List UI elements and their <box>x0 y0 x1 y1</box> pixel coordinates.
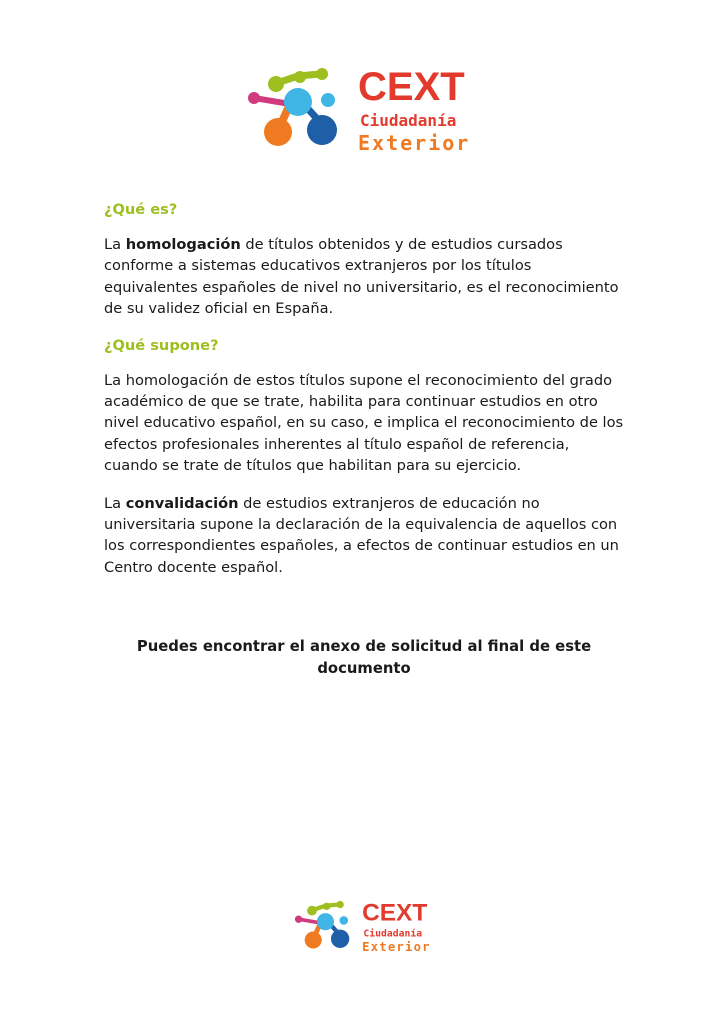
homologacion-paragraph <box>104 234 624 320</box>
section-heading-what-is: ¿Qué es? <box>104 201 178 218</box>
convalidacion-paragraph <box>104 493 624 579</box>
logo-line1-text: Ciudadanía <box>360 111 457 130</box>
annex-notice: Puedes encontrar el anexo de solicitud al final de este documento <box>136 638 592 677</box>
logo-brand-text: CEXT <box>358 65 465 109</box>
cext-footer-logo-mark-icon <box>290 898 444 960</box>
header-logo <box>240 64 492 164</box>
para-text: de títulos obtenidos y de estudios cursados conforme a sistemas educativos extranjeros por los títulos equivalentes españoles de nivel no universitario, es el reconocimiento de su validez oficial en España. <box>104 236 619 318</box>
logo-line2-text: Exterior <box>358 131 471 155</box>
molecule-icon <box>248 68 337 146</box>
footer-logo <box>290 898 444 960</box>
molecule-icon <box>295 901 349 949</box>
footer-logo-brand-text: CEXT <box>362 899 428 927</box>
para-bold-term: homologación <box>125 236 241 253</box>
footer-logo-line1-text: Ciudadanía <box>363 928 423 940</box>
para-bold-term: convalidación <box>125 494 239 512</box>
footer-logo-line2-text: Exterior <box>362 940 431 954</box>
para-text: La <box>104 236 126 253</box>
main-content <box>104 200 624 594</box>
implications-paragraph: La homologación de estos títulos supone el reconocimiento del grado académico de que se trate, habilita para continuar estudios en otro nivel educativo español, en su caso, e implica el reconocimiento de los efectos profesionales inherentes al título español de referencia, cuando se trate de títulos que habilitan para su ejercicio. <box>104 371 624 475</box>
section-heading-what-implies: ¿Qué supone? <box>104 336 219 354</box>
cext-logo-mark-icon <box>240 64 492 164</box>
para-text: de estudios extranjeros de educación no universitaria supone la declaración de la equivalencia de aquellos con los correspondientes españoles, a efectos de continuar estudios en un Centro docente español. <box>104 494 619 576</box>
para-text: La <box>104 494 126 512</box>
